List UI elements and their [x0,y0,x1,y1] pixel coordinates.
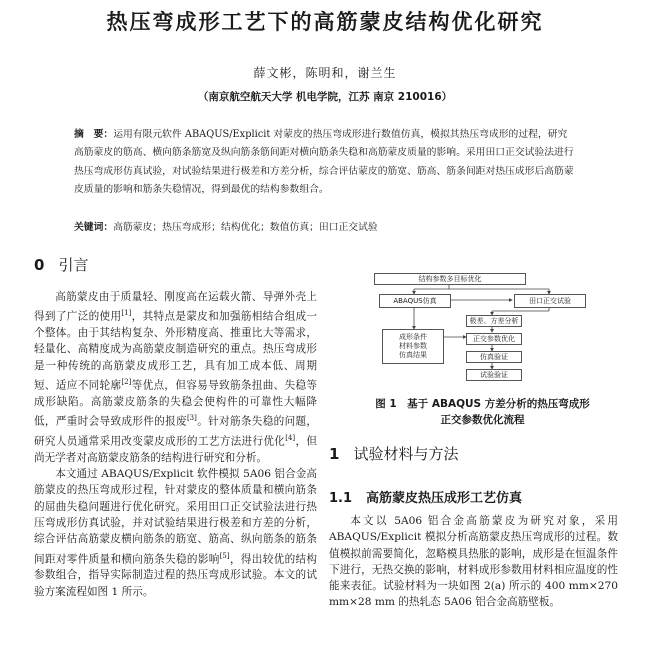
text-run: 。针对筋条失稳的问题，研究人员通常采用改变蒙皮成形的工艺方法进行优化 [34,415,318,448]
keywords-label: 关键词： [74,222,114,233]
text-run: ，但尚无学者对高筋蒙皮筋条的结构进行研究和分析。 [34,435,318,464]
citation-ref: [5] [219,551,230,560]
text-run: 本文通过 ABAQUS/Explicit 软件模拟 5A06 铝合金高筋蒙皮的热压弯成形过程，针对蒙皮的整体质量和横向筋条的屈曲失稳问题进行优化研究。采用田口正交试验法进行热压弯成形仿真试验，并对试验结果进行极差和方差的分析，综合评估高筋蒙皮横向筋条的筋宽、筋高、纵向筋条的筋条间距对零件质量和横向筋条失稳的影响 [34,468,317,566]
abstract [74,126,574,200]
citation-ref: [4] [285,433,296,442]
intro-column [34,289,317,600]
flow-box-test-verify: 试验验证 [466,369,522,381]
flow-box-analysis: 极差、方差分析 [466,315,522,327]
section-number: 1.1 [329,491,353,506]
flow-box-taguchi: 田口正交试验 [514,294,586,308]
abstract-text: 运用有限元软件 ABAQUS/Explicit 对蒙皮的热压弯成形进行数值仿真，模拟其热压弯成形的过程，研究高筋蒙皮的筋高、横向筋条筋宽及纵向筋条筋间距对横向筋条失稳和高筋蒙皮质量的影响。采用田口正交试验法进行热压弯成形仿真试验，对试验结果进行极差和方差分析，综合评估蒙皮的筋宽、筋高、筋条间距对热压成形后高筋蒙皮质量的影响和筋条失稳情况，得到最优的结构参数组合。 [74,129,574,196]
citation-ref: [1] [121,309,132,318]
section-title: 引言 [58,256,89,274]
paper-authors: 薛文彬，陈明和，谢兰生 [253,66,397,80]
keywords-text: 高筋蒙皮；热压弯成形；结构优化；数值仿真；田口正交试验 [113,222,378,233]
flow-box-data: 成形条件 材料参数 仿真结果 [382,329,444,364]
section-heading-0 [34,254,88,275]
section-number: 1 [329,445,340,463]
abstract-label: 摘 要： [74,129,114,140]
flow-box-objective: 结构参数多目标优化 [374,273,526,285]
paper-affiliation: （南京航空航天大学 机电学院，江苏 南京 210016） [197,91,453,103]
section-heading-1-1 [329,487,522,506]
intro-paragraph-2 [34,466,317,600]
citation-ref: [3] [186,414,197,423]
text-run: 等优点，但容易导致筋条扭曲、失稳等成形缺陷。高筋蒙皮筋条的失稳会使构件的可靠性大幅降低，严重时会导致成形件的报废 [34,379,318,428]
figure-1-caption: 图 1 基于 ABAQUS 方差分析的热压弯成形正交参数优化流程 [375,398,590,426]
section-heading-1 [329,443,458,464]
section-1-paragraph-1: 本文以 5A06 铝合金高筋蒙皮为研究对象，采用 ABAQUS/Explicit 模拟分析高筋蒙皮热压弯成形的过程。数值模拟前需要简化，忽略模具热胀的影响，成形是在恒温条件下进行，无热交换的影响，材料成形参数用材料相应温度的性能来表征。试验材料为一块如图 2(a) 所示的 400 mm×270 mm×28 mm 的热轧态 5A06 铝合金高筋壁板。 [329,515,618,609]
text-run: 高筋蒙皮由于质量轻、刚度高在运载火箭、导弹外壳上得到了广泛的使用 [34,291,317,323]
text-run: ，得出较优的结构参数组合，指导实际制造过程的热压弯成形试验。本文的试验方案流程如图 1 所示。 [34,553,318,598]
intro-paragraph-1 [34,289,317,466]
keywords [74,219,594,233]
figure-1-flowchart [374,273,592,388]
paper-title: 热压弯成形工艺下的高筋蒙皮结构优化研究 [106,10,544,34]
section-1-column [329,513,618,611]
section-title: 试验材料与方法 [353,445,459,463]
text-run: ，其特点是蒙皮和加强筋相结合组成一个整体。由于其结构复杂、外形精度高、推重比大等需求，轻量化、高精度成为高筋蒙皮制造研究的重点。热压弯成形是一种传统的高筋蒙皮成形工艺，具有加工成本低、周期短、适应不同轮廓 [34,310,318,392]
section-title: 高筋蒙皮热压成形工艺仿真 [366,491,523,506]
citation-ref: [2] [121,378,132,387]
flow-box-abaqus: ABAQUS仿真 [379,294,451,308]
flow-box-sim-verify: 仿真验证 [466,351,522,363]
section-number: 0 [34,256,45,274]
flow-box-optimize: 正交参数优化 [466,333,522,345]
